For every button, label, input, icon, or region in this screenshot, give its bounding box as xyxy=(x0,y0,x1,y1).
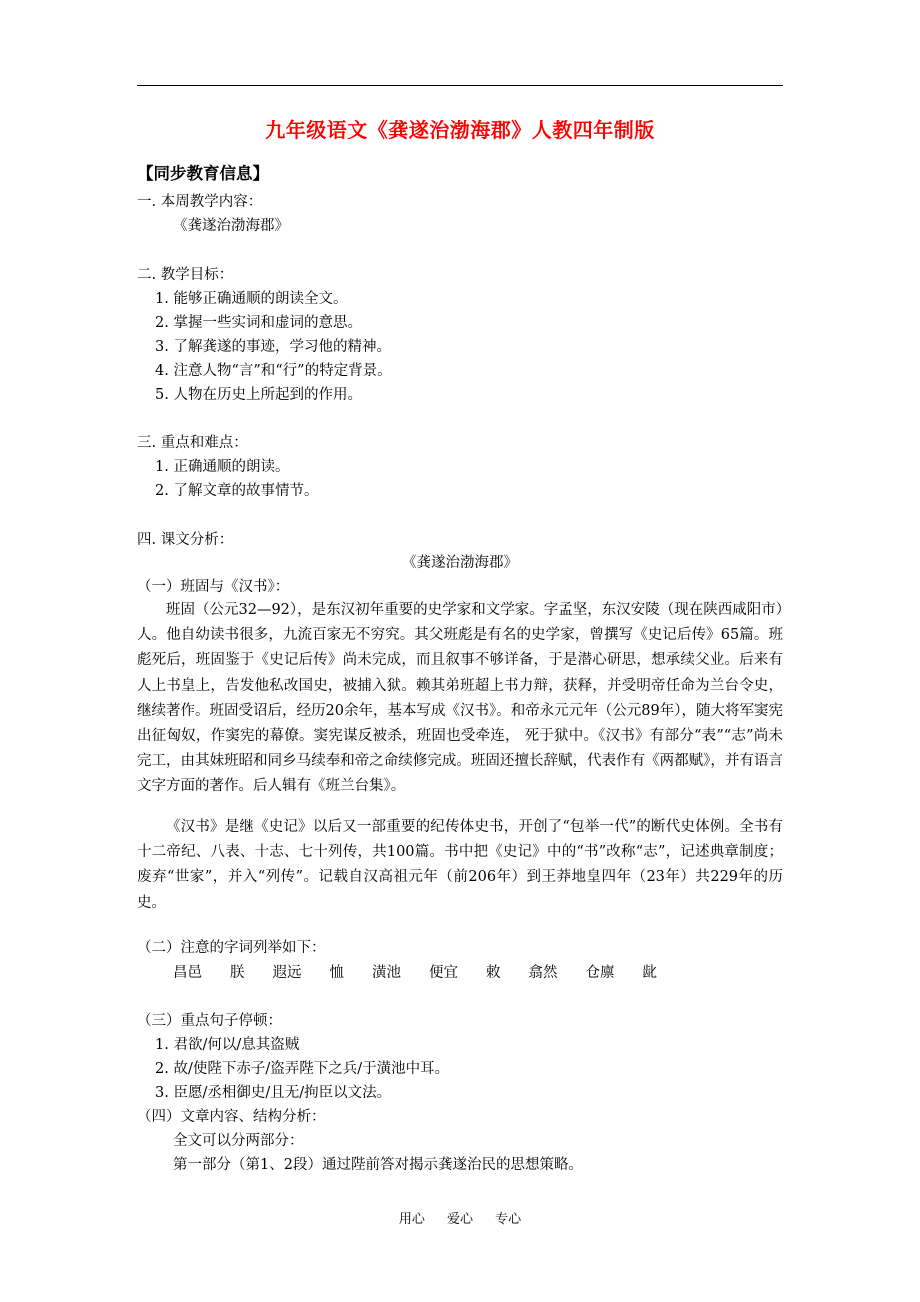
structure-line: 第一部分（第1、2段）通过陛前答对揭示龚遂治民的思想策略。 xyxy=(173,1157,583,1173)
sub-heading-4: （四）文章内容、结构分析： xyxy=(137,1109,326,1125)
word-item: 翕然 xyxy=(528,965,558,981)
sentence-item: 1. 君欲/何以/息其盗贼 xyxy=(155,1037,300,1053)
sentence-item: 2. 故/使陛下赤子/盗弄陛下之兵/于潢池中耳。 xyxy=(155,1061,450,1077)
s4-heading: 四. 课文分析： xyxy=(137,532,234,548)
word-item: 昌邑 xyxy=(173,965,202,981)
word-item: 龀 xyxy=(642,965,657,981)
document-title: 九年级语文《龚遂治渤海郡》人教四年制版 xyxy=(265,118,655,142)
structure-line: 全文可以分两部分： xyxy=(173,1133,304,1149)
page-footer: 用心 爱心 专心 xyxy=(398,1212,522,1227)
s1-content: 《龚遂治渤海郡》 xyxy=(173,218,289,234)
word-item: 遐远 xyxy=(272,965,302,981)
paragraph-bangu: 班固（公元32—92），是东汉初年重要的史学家和文学家。字孟坚，东汉安陵（现在陕西咸阳市）人。他自幼读书很多，九流百家无不穷究。其父班彪是有名的史学家，曾撰写《史记后传》65篇。班彪死后，班固鉴于《史记后传》尚未完成，而且叙事不够详备，于是潜心研思，想承续父业。后来有人上书皇上，告发他私改国史，被捕入狱。赖其弟班超上书力辩，获释，并受明帝任命为兰台令史，继续著作。班固受诏后，经历20余年，基本写成《汉书》。和帝永元元年（公元89年），随大将军窦宪出征匈奴，作窦宪的幕僚。窦宪谋反被杀，班固也受牵连， 死于狱中。《汉书》有部分“表”“志”尚未完工，由其妹班昭和同乡马续奉和帝之命续修完成。班固还擅长辞赋，代表作有《两都赋》，并有语言文字方面的著作。后人辑有《班兰台集》。 xyxy=(137,602,783,795)
s2-heading: 二. 教学目标： xyxy=(137,267,234,283)
header-rule xyxy=(137,85,783,86)
word-item: 朕 xyxy=(230,965,245,981)
s3-item: 1. 正确通顺的朗读。 xyxy=(155,459,290,475)
s2-item: 3. 了解龚遂的事迹，学习他的精神。 xyxy=(155,339,391,355)
sentence-item: 3. 臣愿/丞相御史/且无/拘臣以文法。 xyxy=(155,1085,392,1101)
paragraph-hanshu: 《汉书》是继《史记》以后又一部重要的纪传体史书，开创了“包举一代”的断代史体例。全书有十二帝纪、八表、十志、七十列传，共100篇。书中把《史记》中的“书”改称“志”，记述典章制度；废弃“世家”，并入“列传”。记载自汉高祖元年（前206年）到王莽地皇四年（23年）共229年的历史。 xyxy=(137,819,783,911)
word-item: 敕 xyxy=(486,965,501,981)
sub-heading-3: （三）重点句子停顿： xyxy=(137,1013,282,1029)
s3-heading: 三. 重点和难点： xyxy=(137,435,248,451)
s2-item: 1. 能够正确通顺的朗读全文。 xyxy=(155,291,348,307)
s2-item: 2. 掌握一些实词和虚词的意思。 xyxy=(155,315,362,331)
word-list xyxy=(173,963,657,983)
word-item: 仓廪 xyxy=(585,965,615,981)
s2-item: 4. 注意人物“言”和“行”的特定背景。 xyxy=(155,363,392,379)
sub-heading-2: （二）注意的字词列举如下： xyxy=(137,940,326,956)
s2-item: 5. 人物在历史上所起到的作用。 xyxy=(155,387,362,403)
s1-heading: 一. 本周教学内容： xyxy=(137,194,263,210)
word-item: 恤 xyxy=(329,965,344,981)
s3-item: 2. 了解文章的故事情节。 xyxy=(155,483,319,499)
analysis-center-title: 《龚遂治渤海郡》 xyxy=(402,555,518,571)
word-item: 潢池 xyxy=(372,965,401,981)
section-header: 【同步教育信息】 xyxy=(137,164,269,183)
sub-heading-1: （一）班固与《汉书》： xyxy=(137,579,290,595)
word-item: 便宜 xyxy=(429,965,458,981)
